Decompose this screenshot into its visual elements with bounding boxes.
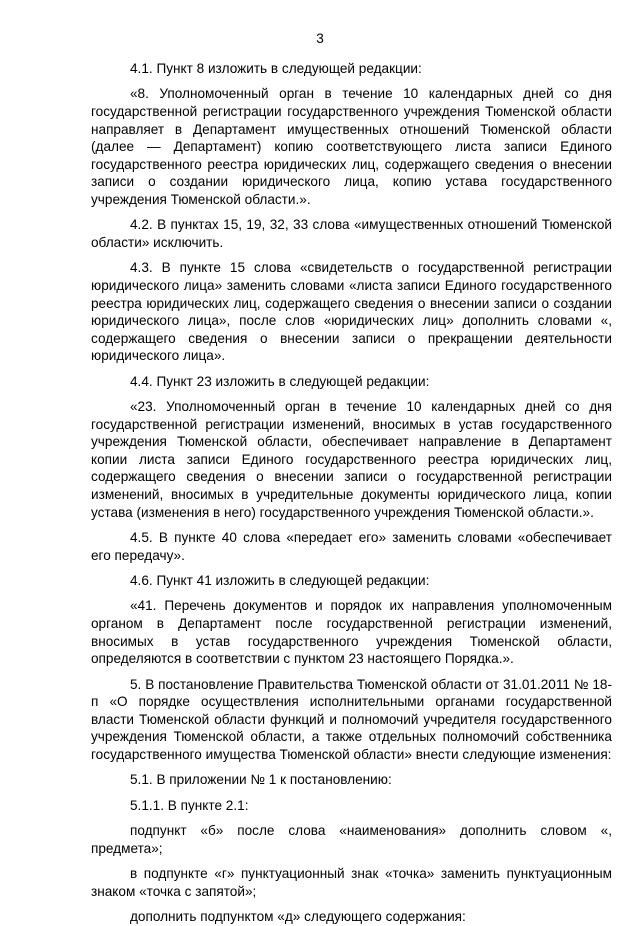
paragraph-4-5: 4.5. В пункте 40 слова «передает его» заменить словами «обеспечивает его передачу».	[91, 530, 612, 563]
paragraph-5-1-1: 5.1.1. В пункте 2.1:	[130, 797, 249, 813]
paragraph-quote-23: «23. Уполномоченный орган в течение 10 календарных дней со дня государственной регистрации изменений, вносимых в устав государственного учреждения Тюменской области, обеспечивает направление в Департамент копии листа записи Единого государственного реестра юридических лиц, содержащего сведения о внесении записи о государственной регистрации изменений, вносимых в учредительные документы юридического лица, копии устава (изменения в него) государственного учреждения Тюменской области.».	[91, 399, 612, 520]
paragraph-4-3: 4.3. В пункте 15 слова «свидетельств о государственной регистрации юридического лица» заменить словами «листа записи Единого государственного реестра юридических лиц, содержащего сведения о внесении записи о создании юридического лица», после слов «юридических лиц» дополнить словами «, содержащего сведения о внесении записи о прекращении деятельности юридического лица».	[91, 260, 612, 364]
paragraph-4-1: 4.1. Пункт 8 изложить в следующей редакции:	[130, 61, 422, 76]
paragraph-4-6: 4.6. Пункт 41 изложить в следующей редакции:	[130, 573, 430, 589]
paragraph-subpoint-d: дополнить подпунктом «д» следующего содержания:	[130, 909, 466, 925]
paragraph-quote-8: «8. Уполномоченный орган в течение 10 календарных дней со дня государственной регистрации государственного учреждения Тюменской области направляет в Департамент имущественных отношений Тюменской области (далее — Департамент) копию соответствующего листа записи Единого государственного реестра юридических лиц, содержащего сведения о внесении записи о создании юридического лица, копию устава государственного учреждения Тюменской области.».	[91, 86, 612, 207]
paragraph-5-1: 5.1. В приложении № 1 к постановлению:	[130, 772, 392, 788]
paragraph-subpoint-b: подпункт «б» после слова «наименования» дополнить словом «, предмета»;	[91, 823, 612, 856]
paragraph-4-4: 4.4. Пункт 23 изложить в следующей редакции:	[130, 373, 430, 389]
paragraph-4-2: 4.2. В пунктах 15, 19, 32, 33 слова «имущественных отношений Тюменской области» исключить.	[91, 217, 612, 250]
paragraph-subpoint-g: в подпункте «г» пунктуационный знак «точка» заменить пунктуационным знаком «точка с запятой»;	[91, 866, 612, 899]
paragraph-5: 5. В постановление Правительства Тюменской области от 31.01.2011 № 18-п «О порядке осуществления исполнительными органами государственной власти Тюменской области функций и полномочий учредителя государственного учреждения Тюменской области, а также отдельных полномочий собственника государственного имущества Тюменской области» внести следующие изменения:	[91, 676, 612, 762]
paragraph-quote-41: «41. Перечень документов и порядок их направления уполномоченным органом в Департамент после государственной регистрации изменений, вносимых в устав государственного учреждения Тюменской области, определяются в соответствии с пунктом 23 настоящего Порядка.».	[91, 598, 612, 667]
page-number: 3	[316, 31, 324, 46]
document-body	[91, 60, 612, 926]
